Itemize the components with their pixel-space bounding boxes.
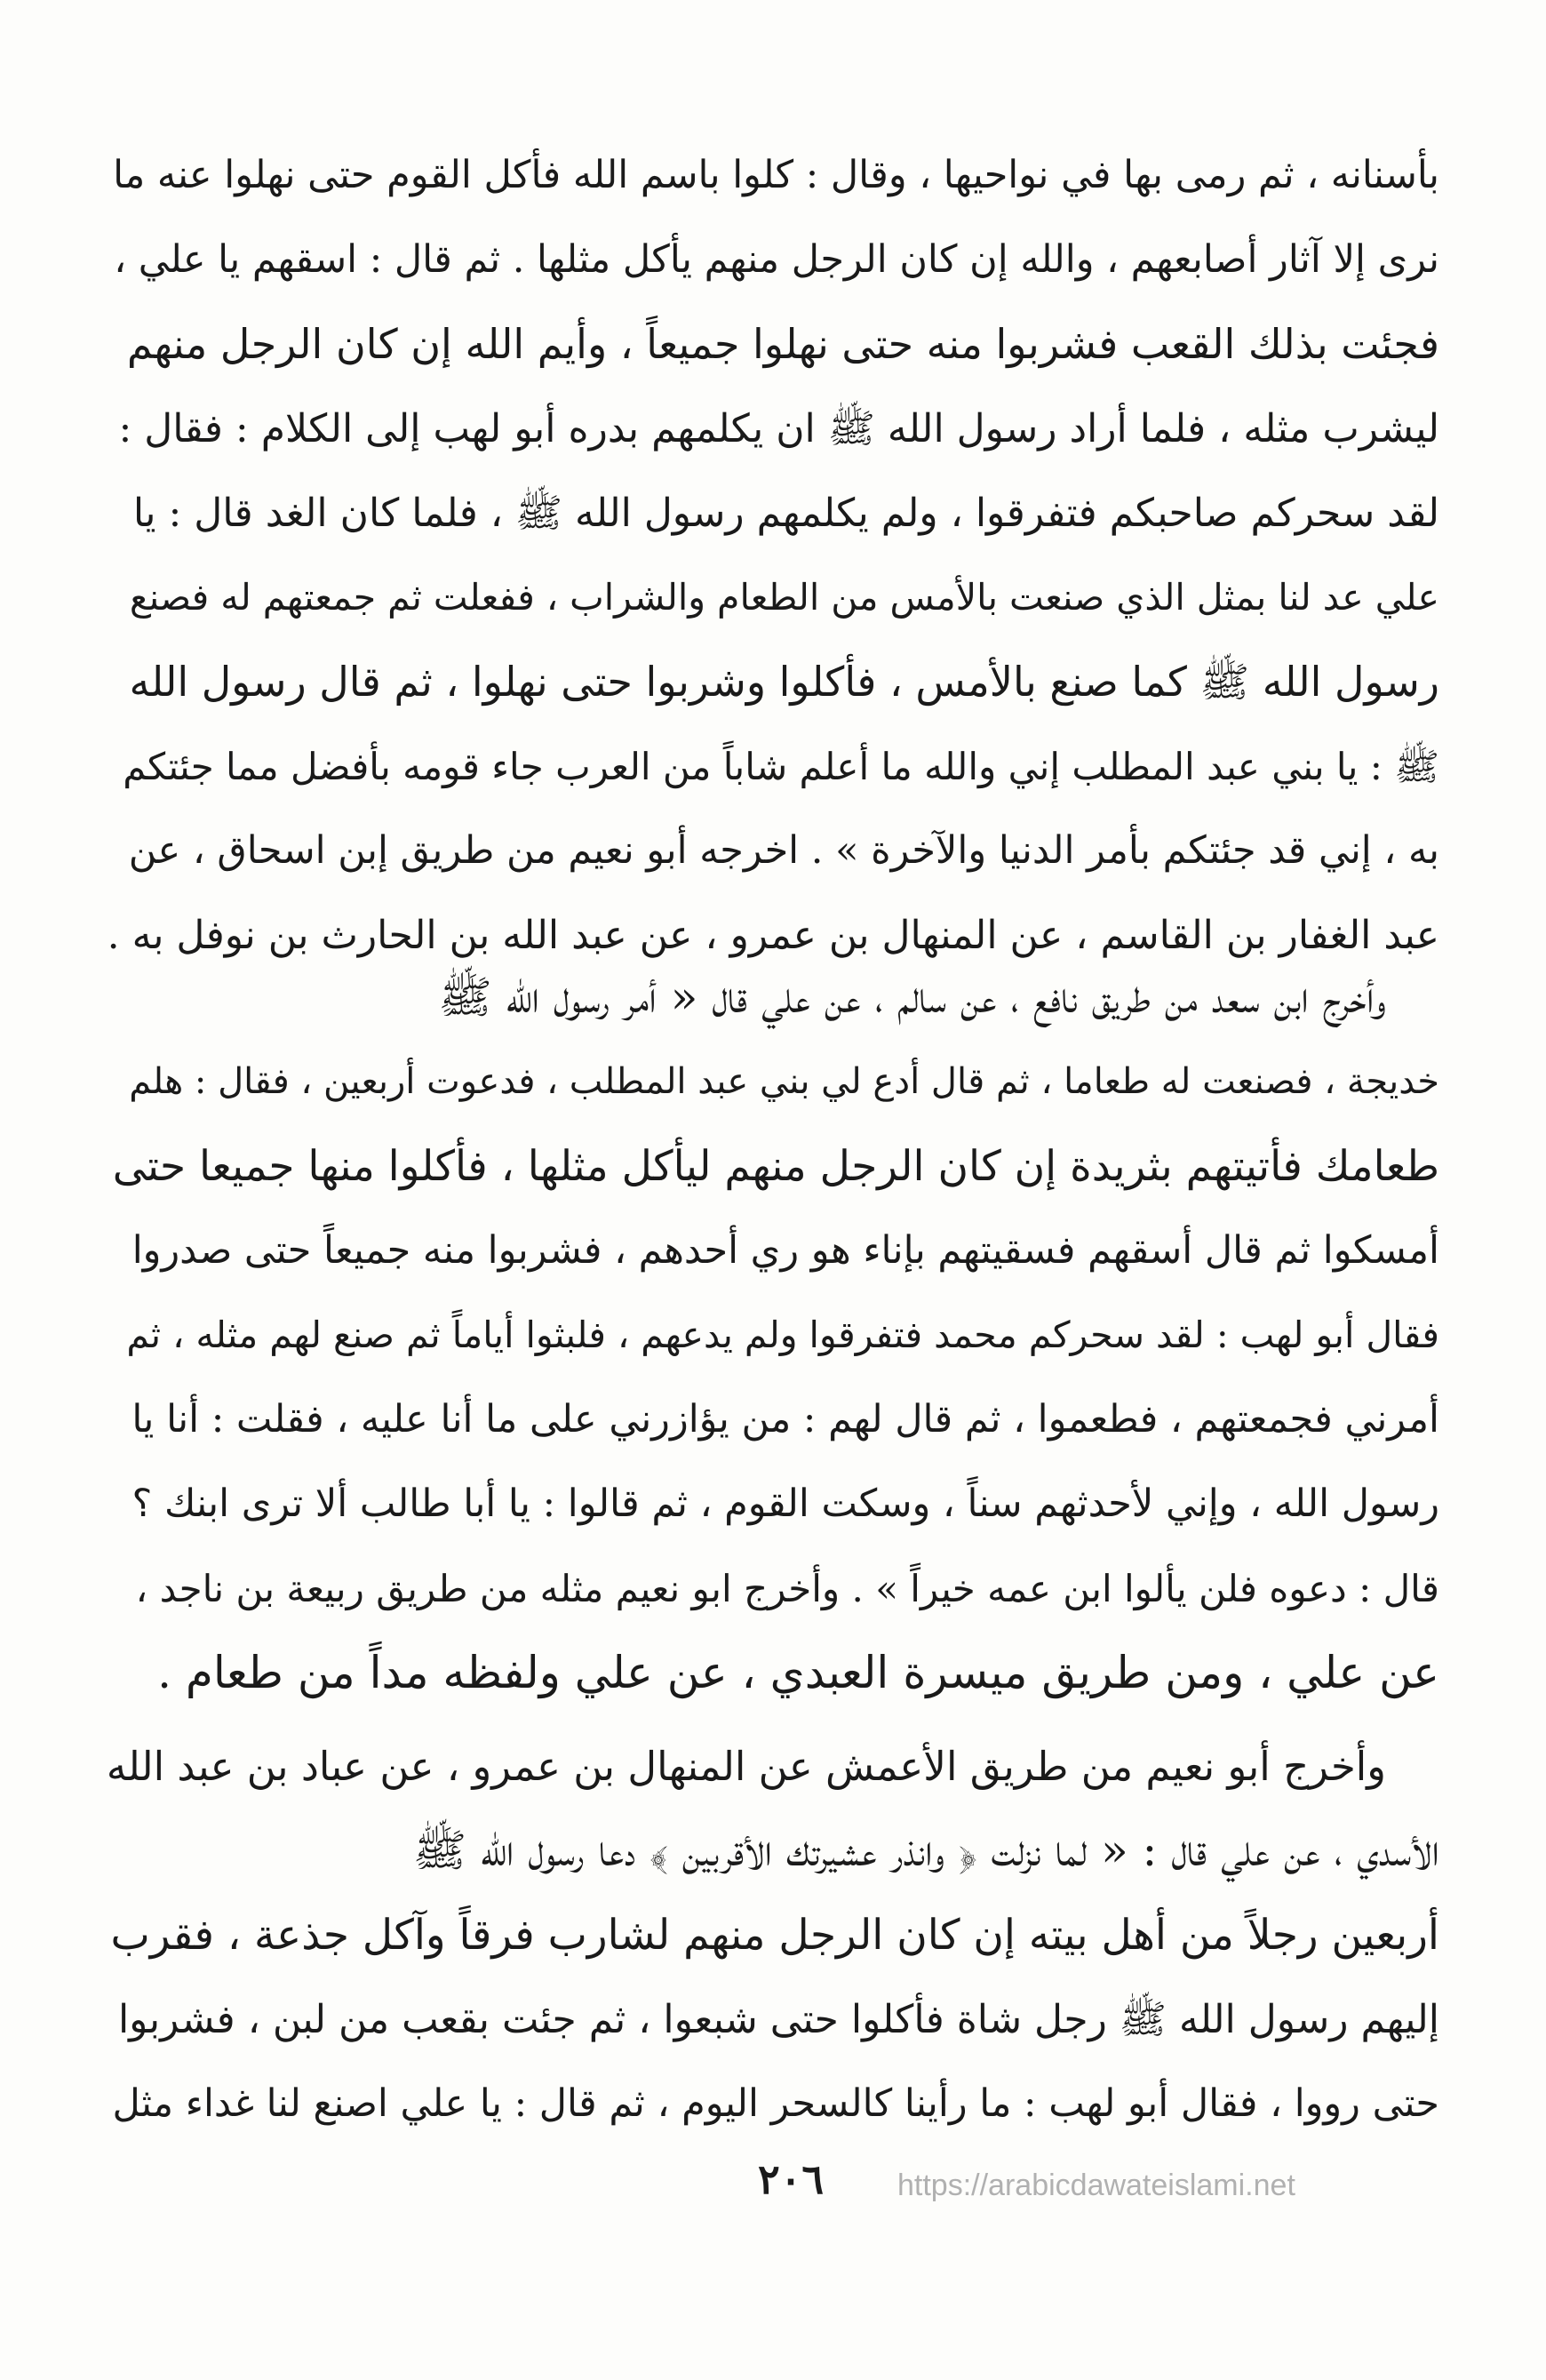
watermark-url: https://arabicdawateislami.net xyxy=(897,2168,1295,2202)
text-line: طعامك فأتيتهم بثريدة إن كان الرجل منهم ليأكل مثلها ، فأكلوا منها جميعا حتى xyxy=(112,1142,1439,1191)
text-line: به ، إني قد جئتكم بأمر الدنيا والآخرة » . اخرجه أبو نعيم من طريق إبن اسحاق ، عن xyxy=(128,828,1439,873)
text-line: قال : دعوه فلن يألوا ابن عمه خيراً » . وأخرج ابو نعيم مثله من طريق ربيعة بن ناجد ، xyxy=(135,1567,1439,1610)
paragraph-3 xyxy=(107,1724,1439,2146)
text-line: رسول الله ، وإني لأحدثهم سناً ، وسكت القوم ، ثم قالوا : يا أبا طالب ألا ترى ابنك ؟ xyxy=(131,1482,1439,1526)
text-line: حتى رووا ، فقال أبو لهب : ما رأينا كالسحر اليوم ، ثم قال : يا علي اصنع لنا غداء مثل xyxy=(112,2081,1439,2126)
text-line: أربعين رجلاً من أهل بيته إن كان الرجل منهم لشارب فرقاً وآكل جذعة ، فقرب xyxy=(110,1911,1439,1960)
text-line: أمسكوا ثم قال أسقهم فسقيتهم بإناء هو ري أحدهم ، فشربوا منه جميعاً حتى صدروا xyxy=(131,1228,1439,1273)
text-line: أمرني فجمعتهم ، فطعموا ، ثم قال لهم : من يؤازرني على ما أنا عليه ، فقلت : أنا يا xyxy=(131,1397,1439,1442)
text-line: عبد الغفار بن القاسم ، عن المنهال بن عمرو ، عن عبد الله بن الحارث بن نوفل به . xyxy=(107,913,1439,958)
text-line: رسول الله ﷺ كما صنع بالأمس ، فأكلوا وشربوا حتى نهلوا ، ثم قال رسول الله xyxy=(129,658,1439,706)
page-number: ٢٠٦ xyxy=(757,2155,825,2203)
text-line: ﷺ : يا بني عبد المطلب إني والله ما أعلم شاباً من العرب جاء قومه بأفضل مما جئتكم xyxy=(123,745,1439,788)
text-line: وأخرج ابن سعد من طريق نافع ، عن سالم ، عن علي قال « أمر رسول الله ﷺ xyxy=(438,971,1386,1023)
text-line: خديجة ، فصنعت له طعاما ، ثم قال أدع لي بني عبد المطلب ، فدعوت أربعين ، فقال : هلم xyxy=(129,1061,1439,1102)
text-line: فجئت بذلك القعب فشربوا منه حتى نهلوا جميعاً ، وأيم الله إن كان الرجل منهم xyxy=(126,320,1439,368)
text-line: ليشرب مثله ، فلما أراد رسول الله ﷺ ان يكلمهم بدره أبو لهب إلى الكلام : فقال : xyxy=(118,406,1439,451)
text-line: الأسدي ، عن علي قال : « لما نزلت ﴿ وانذر عشيرتك الأقربين ﴾ دعا رسول الله ﷺ xyxy=(412,1825,1439,1876)
text-line: نرى إلا آثار أصابعهم ، والله إن كان الرجل منهم يأكل مثلها . ثم قال : اسقهم يا علي ، xyxy=(114,237,1439,282)
text-line: وأخرج أبو نعيم من طريق الأعمش عن المنهال بن عمرو ، عن عباد بن عبد الله xyxy=(107,1743,1386,1790)
text-line: عن علي ، ومن طريق ميسرة العبدي ، عن علي ولفظه مداً من طعام . xyxy=(157,1647,1439,1698)
paragraph-1 xyxy=(107,133,1439,978)
paragraph-2 xyxy=(107,955,1439,1715)
text-line: إليهم رسول الله ﷺ رجل شاة فأكلوا حتى شبعوا ، ثم جئت بقعب من لبن ، فشربوا xyxy=(117,1997,1439,2042)
text-line: بأسنانه ، ثم رمى بها في نواحيها ، وقال : كلوا باسم الله فأكل القوم حتى نهلوا عنه ما xyxy=(113,153,1439,197)
text-line: علي عد لنا بمثل الذي صنعت بالأمس من الطعام والشراب ، ففعلت ثم جمعتهم له فصنع xyxy=(129,576,1439,619)
text-line: لقد سحركم صاحبكم فتفرقوا ، ولم يكلمهم رسول الله ﷺ ، فلما كان الغد قال : يا xyxy=(132,491,1439,536)
text-line: فقال أبو لهب : لقد سحركم محمد فتفرقوا ولم يدعهم ، فلبثوا أياماً ثم صنع لهم مثله ، ثم xyxy=(126,1314,1439,1356)
